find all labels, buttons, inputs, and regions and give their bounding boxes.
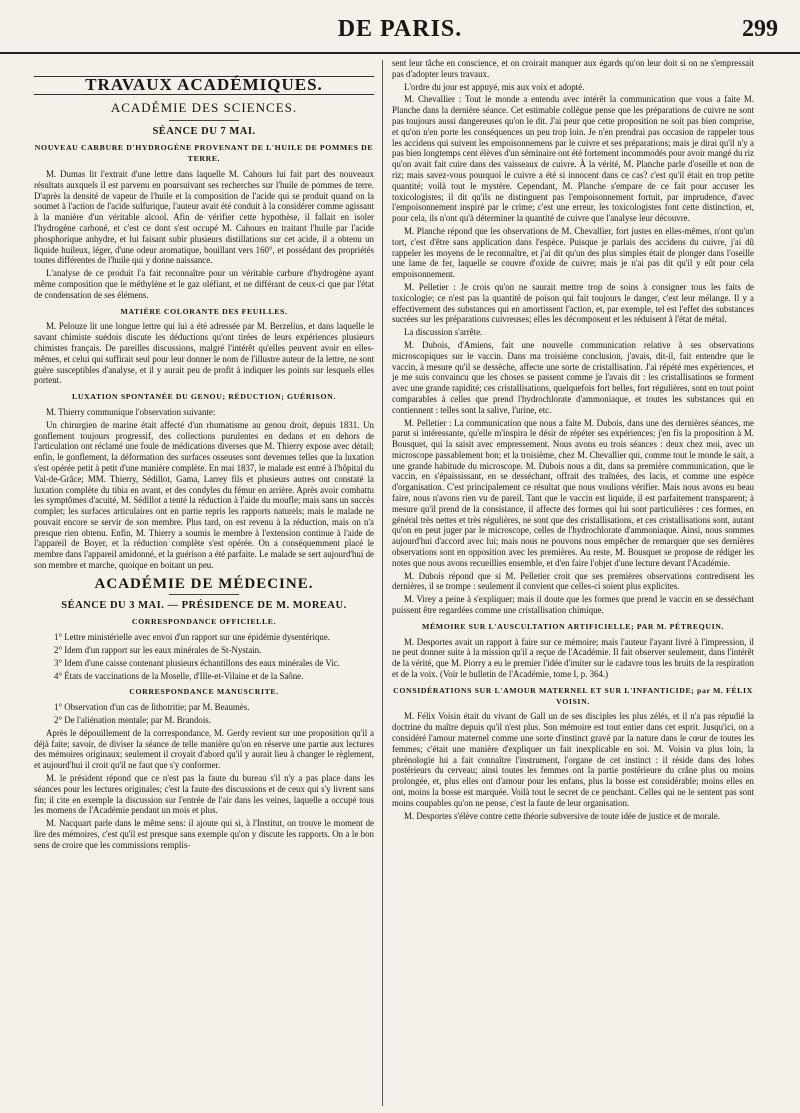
article-subheading: CONSIDÉRATIONS SUR L'AMOUR MATERNEL ET SUR L'INFANTICIDE; par M. FÉLIX VOISIN.: [393, 685, 753, 706]
article-subheading: LUXATION SPONTANÉE DU GENOU; RÉDUCTION; GUÉRISON.: [72, 392, 336, 402]
paragraph: M. Félix Voisin était du vivant de Gall un de ses disciples les plus zélés, et il n'a pas répudié la doctrine du maître depuis qu'il n'est plus. Son mémoire est tout entier dans cet esprit. Jusqu'ici, on a considéré l'amour maternel comme une sorte d'instinct gravé par la nature dans le cœur de toutes les femmes; c'était une manière d'expliquer un fait inexplicable en soi. M. Voisin va plus loin, la phrénologie lui a fait connaître l'instrument, l'organe de cet instinct : il réside dans des lobes postérieurs du cerveau; ainsi toutes les femmes ont la partie postérieure du crâne plus ou moins prolongée, et, plus elles ont d'amour pour les enfans, plus la bosse est considérable; moins elles en ont, moins la bosse est marquée. Voilà tout le secret de ce penchant. Celles qui ne le sentent pas sont moins coupables qu'on ne pense, c'est la faute de leur organisation.: [392, 711, 754, 808]
column-divider: [382, 60, 383, 1106]
left-column: [34, 66, 374, 853]
list-item: 4° États de vaccinations de la Moselle, d'Ille-et-Vilaine et de la Saône.: [54, 670, 304, 681]
article-subheading: CORRESPONDANCE OFFICIELLE.: [131, 617, 277, 627]
paragraph: M. le président répond que ce n'est pas la faute du bureau s'il n'y a pas place dans les séances pour les lectures originales; c'est la faute des discussions et de ceux qui s'y livrent sans fin; il cite en exemple la discussion sur l'entrée de l'air dans les veines, laquelle a occupé tous les momens de l'Académie pendant un mois et plus.: [34, 773, 374, 816]
list-item: 1° Observation d'un cas de lithotritie; par M. Beaumès.: [54, 702, 250, 713]
list-item: 1° Lettre ministérielle avec envoi d'un rapport sur une épidémie dysentérique.: [54, 632, 330, 643]
paragraph: M. Nacquart parle dans le même sens: il ajoute qui si, à l'Institut, on trouve le moment de lire des mémoires, c'est qu'il est presque sans exemple qu'on y discute les rapports. On a le bon sens de croire que les commissions remplis-: [34, 818, 374, 850]
paragraph: L'analyse de ce produit l'a fait reconnaître pour un véritable carbure d'hydrogène ayant même composition que le méthylène et le gaz oléfiant, et ne différant de ceux-ci que par l'état de condensation de ses élémens.: [34, 268, 374, 300]
academy-medecine-title: ACADÉMIE DE MÉDECINE.: [94, 575, 314, 592]
paragraph: M. Pelletier : La communication que nous a faite M. Dubois, dans une des dernières séances, me parut si intéressante, qu'elle m'inspira le désir de répéter ses expériences; j'en fis la proposition à M. Bousquet, qui la saisit avec empressement. Nous avons eu trois séances : deux chez moi, avec un microscope passablement bon; et la troisième, chez M. Chevallier qui, comme tout le monde le sait, a une grande habitude du microscope. M. Dubois nous a dit, dans sa première communication, que le vaccin, en s'épaississant, en se desséchant, offrait des traînées, des lacis, et comme une espèce d'organisation. C'est principalement ce résultat que nous voulions vérifier. Mais nous avons eu beau faire, nous n'avons rien vu de pareil. Tant que le vaccin est liquide, il est parfaitement transparent; à mesure qu'il prend de la consistance, il affecte des formes qui lui sont particulières : ces formes, en général très nettes et très régulières, ne sont que des cristallisations, et ces cristallisations sont, autant qu'on en peut juger par le microscope, celles de l'hydrochlorate d'ammoniaque. Ainsi, nous sommes aujourd'hui d'accord avec lui; mais nous ne pouvons nous empêcher de remarquer que ses dernières observations sont en opposition avec les premières. Au reste, M. Bousquet se propose de rédiger les notes que nous avons recueillies ensemble, et d'en faire l'objet d'une lecture devant l'Académie.: [392, 417, 754, 568]
article-subheading: MATIÈRE COLORANTE DES FEUILLES.: [120, 306, 288, 316]
paragraph: M. Thierry communique l'observation suivante:: [46, 406, 216, 417]
paragraph: M. Dumas lit l'extrait d'une lettre dans laquelle M. Cahours lui fait part des nouveaux résultats auxquels il est parvenu en poursuivant ses recherches sur l'huile de pommes de terre. D'après la densité de vapeur de l'huile et la composition de l'acide qui se produit quand on la soumet à l'action de l'acide sulfurique, l'auteur avait été conduit à la considérer comme agissant à la manière d'un véritable alcool. Afin de vérifier cette hypothèse, il fallait en isoler l'hydrogène carboné, et c'est ce dont s'est occupé M. Cahours en traitant l'huile par l'acide phosphorique anhydre, et lui faisant subir plusieurs distillations sur cet acide, il a obtenu un liquide huileux, léger, d'une odeur aromatique, bouillant vers 160°, et possédant des propriétés toutes différentes de l'huile qui y donne naissance.: [34, 168, 374, 266]
section-title: TRAVAUX ACADÉMIQUES.: [34, 76, 374, 95]
paragraph: M. Desportes avait un rapport à faire sur ce mémoire; mais l'auteur l'ayant livré à l'impression, il ne peut donner suite à la mission qu'il a reçue de l'Académie. Il fait observer seulement, dans l'intérêt de la vérité, que M. Piorry a eu le premier l'idée d'imiter sur le cadavre tous les bruits de la respiration et de la voix. (Voir le bulletin de l'Académie, tome I, p. 364.): [392, 636, 754, 680]
list-item: 2° De l'aliénation mentale; par M. Brandois.: [54, 715, 211, 726]
article-subheading: NOUVEAU CARBURE D'HYDROGÈNE PROVENANT DE L'HUILE DE POMMES DE TERRE.: [34, 143, 374, 164]
session-heading: SÉANCE DU 7 MAI.: [152, 125, 256, 137]
paragraph: M. Dubois, d'Amiens, fait une nouvelle communication relative à ses observations microscopiques sur le vaccin. Dans ma troisième conclusion, j'avais, dit-il, fait entendre que le vaccin, à mesure qu'il se dessèche, affecte une sorte de cristallisation. J'ai répété mes expériences, et je me suis convaincu que les choses se passent comme je l'avais dit : les cristallisations se forment avec une grande rapidité; ces cristallisations, quelquefois fort belles, fort régulières, sont en tout point comparables à celles que prend l'hydrochlorate d'ammoniaque, et toutes les substances qui en contiennent : telles sont la salive, l'urine, etc.: [392, 339, 754, 415]
paragraph: sent leur tâche en conscience, et on croirait manquer aux égards qu'on leur doit si on ne s'empressait pas d'adopter leurs travaux.: [392, 58, 754, 79]
page-number: 299: [742, 16, 778, 42]
list-item: 3° Idem d'une caisse contenant plusieurs échantillons des eaux minérales de Vic.: [54, 657, 340, 668]
running-head: [0, 12, 800, 54]
academy-sciences-title: ACADÉMIE DES SCIENCES.: [110, 99, 298, 115]
article-subheading: MÉMOIRE SUR L'AUSCULTATION ARTIFICIELLE; PAR M. PÉTREQUIN.: [422, 621, 724, 631]
paragraph: L'ordre du jour est appuyé, mis aux voix et adopté.: [404, 81, 585, 92]
paragraph: La discussion s'arrête.: [404, 327, 483, 338]
divider-rule: [169, 594, 239, 595]
page-title: DE PARIS.: [337, 16, 463, 42]
paragraph: M. Chevallier : Tout le monde a entendu avec intérêt la communication que vous a faite M. Planche dans la dernière séance. Cet estimable collègue pense que les préparations de cuivre ne sont pas toujours aussi dangereuses qu'on le dit. J'ai peur que cette proposition ne soit pas bien comprise, et qu'on n'en porte les conséquences un peu trop loin. Je n'en prendrai pas occasion de rappeler tous les accidens qui suivent les empoisonnemens par le cuivre et ses préparations; mais je dirai qu'il n'y a pas bien longtemps cent élèves d'un séminaire ont été fortement incommodés pour avoir mangé du riz qu'on avait fait cuire dans des vaisseaux de cuivre. À la vérité, M. Planche parle d'oseille et non de riz; mais savez-vous pourquoi le cuivre a été si innocent dans ce cas? c'est qu'il était en trop petite quantité; voilà tout le mystère. Cependant, M. Planche s'empare de ce fait pour accuser les toxicologistes; il dit qu'ils ne distinguent pas l'empoisonnement fortuit, par imprudence, d'avec l'empoisonnement inspiré par le crime; c'est une erreur, les toxicologistes font cette distinction, et, pour cela, ils n'ont qu'à déterminer la quantité de cuivre que l'analyse leur découvre.: [392, 94, 754, 224]
divider-rule: [169, 120, 239, 121]
paragraph: M. Planche répond que les observations de M. Chevallier, fort justes en elles-mêmes, n'ont qu'un tort, c'est d'être sans application dans l'espèce. Puisque je parlais des accidens du cuivre, j'ai dû rappeler les moyens de le reconnaître, et j'ai dit qu'un des plus simples était de plonger dans l'oseille une lame de fer, laquelle se couvre d'oxide de cuivre; mais je n'ai pas dit qu'il y eût pour cela empoisonnement.: [392, 225, 754, 280]
right-column: [392, 58, 754, 823]
session-heading: SÉANCE DU 3 MAI. — PRÉSIDENCE DE M. MOREAU.: [61, 599, 347, 611]
paragraph: M. Desportes s'élève contre cette théorie subversive de toute idée de justice et de morale.: [404, 810, 721, 821]
paragraph: M. Virey a peine à s'expliquer; mais il doute que les formes que prend le vaccin en se desséchant puissent être regardées comme une cristallisation chimique.: [392, 594, 754, 616]
paragraph: M. Pelouze lit une longue lettre qui lui a été adressée par M. Berzelius, et dans laquelle le savant chimiste suédois discute les déductions qu'ont tirées de leurs expériences plusieurs chimistes français. De pareilles discussions, malgré l'intérêt qu'elles peuvent avoir en elles-mêmes, et celui qui suffirait seul pour leur donner le nom de l'illustre auteur de la lettre, ne sont guère susceptibles d'analyse, et il y aurait peu de profit à indiquer les points sur lesquels elles portent.: [34, 321, 374, 386]
article-subheading: CORRESPONDANCE MANUSCRITE.: [129, 687, 279, 697]
paragraph: Après le dépouillement de la correspondance, M. Gerdy revient sur une proposition qu'il a déjà faite; savoir, de diviser la séance de telle manière qu'on en réserve une partie aux lectures des mémoires originaux; seulement il croyait d'abord qu'il y aurait lieu à changer le règlement, et aujourd'hui il croit qu'il ne faut que s'y conformer.: [34, 727, 374, 771]
paragraph: Un chirurgien de marine était affecté d'un rhumatisme au genou droit, depuis 1831. Un gonflement toujours progressif, des collections purulentes en dedans et en dehors de l'articulation ont réclamé une foule de médications diverses que M. Thierry expose avec détail; enfin, le gonflement, la déformation des surfaces osseuses sont devenues telles que la luxation s'est opérée petit à petit d'une manière complète. En mai 1837, le malade est entré à l'hôpital du Val-de-Grâce; MM. Thierry, Sédillot, Gama, Larrey fils et plusieurs autres ont constaté la luxation complète du tibia en avant, et des condyles du fémur en arrière. Après avoir combattu les symptômes d'acuité, M. Sédillot a tenté la réduction à l'aide du moufle; mais sans un succès complet; les surfaces articulaires ont en partie repris les rapports naturels; mais le malade ne pouvait encore se servir de son membre. Plus tard, on est revenu à la réduction, mais on n'a presque rien obtenu. Enfin, M. Thierry a soumis le membre à l'extension continue à l'aide de l'appareil de Boyer, et la réduction complète s'est opérée. On a conséquemment placé le membre dans l'appareil amidonné, et la guérison a été parfaite. Le malade se sert aujourd'hui de son membre et marche, quoique en boitant un peu.: [34, 419, 374, 571]
list-item: 2° Idem d'un rapport sur les eaux minérales de St-Nystain.: [54, 645, 262, 656]
paragraph: M. Dubois répond que si M. Pelletier croit que ses premières observations contredisent les dernières, il se trompe : seulement il convient que celles-ci soient plus explicites.: [392, 570, 754, 592]
paragraph: M. Pelletier : Je crois qu'on ne saurait mettre trop de soins à consigner tous les faits de toxicologie; ce n'est pas la quantité de poison qui fait toujours le danger, c'est leur mélange. Il y a effectivement des substances qui en amortissent l'action, et, par exemple, tel est l'effet des substances sucrées sur les préparations cuivreuses; elles les décomposent et les réduisent à l'état de métal.: [392, 281, 754, 325]
